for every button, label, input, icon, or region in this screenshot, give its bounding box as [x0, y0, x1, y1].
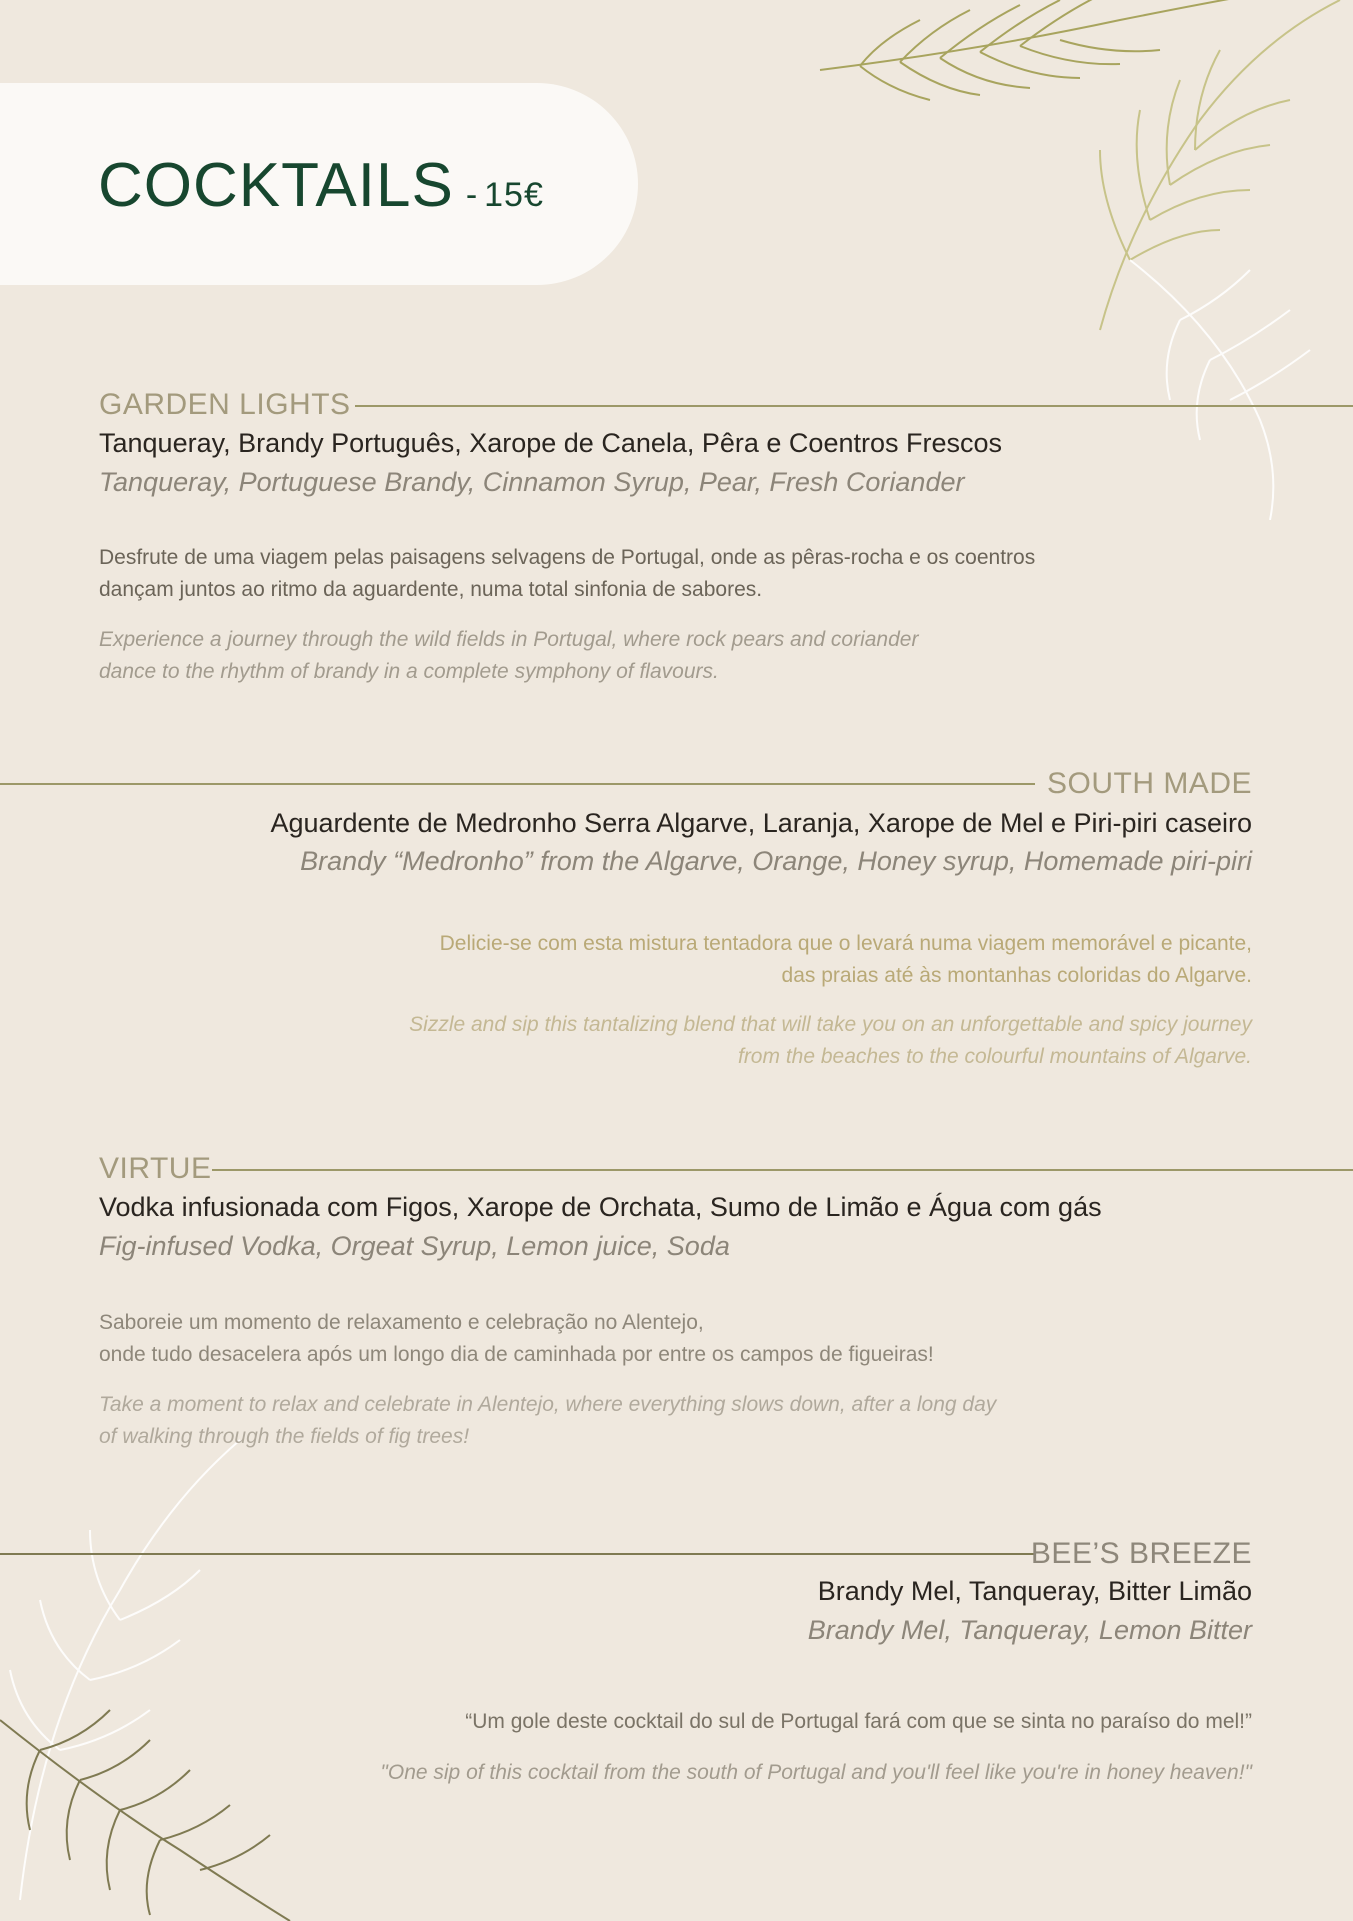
divider-line: [0, 783, 1035, 785]
description-en: Sizzle and sip this tantalizing blend that will take you on an unforgettable and spicy journey from the beaches to the colourful mountains of Algarve.: [409, 1013, 1252, 1068]
description-pt: Saboreie um momento de relaxamento e celebração no Alentejo, onde tudo desacelera após um longo dia de caminhada por entre os campos de figueiras!: [99, 1311, 934, 1366]
ingredients-pt: Brandy Mel, Tanqueray, Bitter Limão: [817, 1576, 1252, 1606]
ingredients-en: Fig-infused Vodka, Orgeat Syrup, Lemon juice, Soda: [99, 1231, 730, 1261]
ingredients-en: Tanqueray, Portuguese Brandy, Cinnamon Syrup, Pear, Fresh Coriander: [99, 467, 965, 497]
description-pt: Delicie-se com esta mistura tentadora que o levará numa viagem memorável e picante, das praias até às montanhas coloridas do Algarve.: [439, 932, 1252, 987]
cocktail-name: VIRTUE: [99, 1152, 212, 1185]
description-pt: “Um gole deste cocktail do sul de Portugal fará com que se sinta no paraíso do mel!”: [465, 1710, 1252, 1733]
description-en: "One sip of this cocktail from the south of Portugal and you'll feel like you're in honey heaven!": [380, 1761, 1252, 1784]
divider-line: [355, 405, 1353, 407]
palm-leaf-bottom-left-decoration: [0, 1420, 300, 1921]
ingredients-pt: Vodka infusionada com Figos, Xarope de Orchata, Sumo de Limão e Água com gás: [99, 1192, 1102, 1222]
ingredients-pt: Tanqueray, Brandy Português, Xarope de Canela, Pêra e Coentros Frescos: [99, 428, 1003, 458]
page-title: [98, 150, 544, 221]
ingredients-en: Brandy Mel, Tanqueray, Lemon Bitter: [807, 1615, 1252, 1645]
ingredients-en: Brandy “Medronho” from the Algarve, Orange, Honey syrup, Homemade piri-piri: [300, 846, 1252, 876]
title-text: COCKTAILS: [98, 151, 454, 220]
ingredients-pt: Aguardente de Medronho Serra Algarve, Laranja, Xarope de Mel e Piri-piri caseiro: [270, 808, 1252, 838]
price-label: 15€: [484, 176, 544, 214]
cocktail-name: BEE’S BREEZE: [1030, 1537, 1252, 1570]
cocktail-name: SOUTH MADE: [1046, 767, 1252, 800]
description-en: Take a moment to relax and celebrate in Alentejo, where everything slows down, after a long day of walking through the fields of fig trees!: [99, 1393, 997, 1448]
divider-line: [212, 1169, 1353, 1171]
divider-line: [0, 1553, 1035, 1555]
title-separator: -: [465, 176, 479, 214]
cocktail-name: GARDEN LIGHTS: [99, 388, 351, 421]
description-en: Experience a journey through the wild fields in Portugal, where rock pears and coriander dance to the rhythm of brandy in a complete symphony of flavours.: [99, 628, 919, 683]
description-pt: Desfrute de uma viagem pelas paisagens selvagens de Portugal, onde as pêras-rocha e os coentros dançam juntos ao ritmo da aguardente, numa total sinfonia de sabores.: [99, 546, 1036, 601]
